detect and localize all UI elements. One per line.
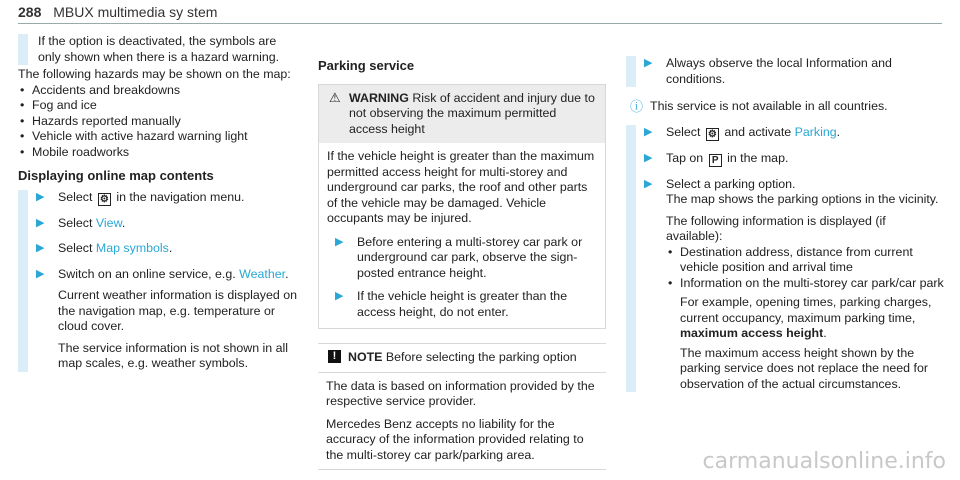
list-item: • Mobile roadworks	[18, 145, 302, 161]
view-link[interactable]: View	[95, 215, 122, 230]
step-arrow-icon: ▶	[36, 267, 45, 280]
step-select-parking-option: ▶ Select a parking option. The map shows the parking options in the vicinity. The following information is displayed (if available): • Destination address, distance from current vehicle position and arrival time • Information on the multi-storey car park/car park For example, opening times, parking charges, current occupancy, maximum parking time, maximum access height. The maximum access height shown by the parking service does not replace the need for observation of the actual circumstances.	[636, 177, 944, 393]
warning-header: ⚠ WARNING Risk of accident and injury due to not observing the maximum permitted access height	[319, 85, 605, 144]
map-symbols-link[interactable]: Map symbols	[95, 241, 169, 255]
note-box	[318, 343, 606, 470]
column-1	[18, 34, 302, 372]
hazards-intro: The following hazards may be shown on the map:	[18, 67, 291, 81]
step-arrow-icon: ▶	[335, 290, 344, 302]
step-select-map-symbols: ▶ Select Map symbols.	[36, 241, 173, 255]
list-item: • Vehicle with active hazard warning light	[18, 129, 302, 145]
gear-icon: ⚙	[706, 128, 719, 141]
watermark: carmanualsonline.info	[702, 449, 946, 474]
page-title: MBUX multimedia sy stem	[53, 4, 218, 20]
warning-step: ▶ If the vehicle height is greater than the access height, do not enter.	[335, 289, 568, 319]
list-item: • Hazards reported manually	[18, 114, 302, 130]
weather-link[interactable]: Weather	[239, 266, 286, 281]
step-arrow-icon: ▶	[644, 125, 653, 138]
header-rule	[18, 23, 942, 24]
list-item: • Accidents and breakdowns	[18, 83, 302, 99]
step-select-view: ▶ Select View.	[36, 215, 126, 230]
step-arrow-icon: ▶	[644, 57, 653, 69]
step-detail: Current weather information is displayed on the navigation map, e.g. temperature or cloud cover.	[58, 288, 297, 333]
section-title-parking: Parking service	[318, 58, 415, 73]
warning-label: WARNING	[349, 90, 409, 105]
info-icon: ⓘ	[630, 99, 644, 114]
step-tap-parking-icon: ▶ Tap on P in the map.	[644, 150, 789, 166]
list-item: • Information on the multi-storey car park/car park For example, opening times, parking charges, current occupancy, maximum parking time, maximum access height. The maximum access height shown by the parking service does not replace the need for observation of the actual circumstances.	[666, 276, 944, 393]
page-number: 288	[18, 4, 42, 20]
parking-link[interactable]: Parking	[794, 124, 837, 139]
page-header	[18, 4, 217, 20]
column-2	[318, 34, 606, 470]
note-body: The data is based on information provided by the respective service provider. Mercedes Benz accepts no liability for the accuracy of the information provided relating to the multi-storey car park/parking area.	[326, 378, 595, 462]
step-arrow-icon: ▶	[36, 216, 45, 229]
step-observe-local: ▶ Always observe the local Information and conditions.	[644, 56, 892, 86]
step-arrow-icon: ▶	[36, 190, 45, 203]
list-item: • Fog and ice	[18, 98, 302, 114]
step-activate-parking: ▶ Select ⚙ and activate Parking.	[644, 124, 841, 140]
warning-triangle-icon: ⚠	[329, 89, 341, 105]
warning-body: If the vehicle height is greater than the maximum permitted access height for multi-storey and underground car parks, the roof and other parts of the vehicle may be damaged. Vehicle occupants may be injured. ▶ Before entering a multi-storey car park or underground car park, observe the sign-posted entrance height. ▶ If the vehicle height is greater than the access height, do not enter.	[319, 143, 605, 328]
step-switch-online-service: ▶ Switch on an online service, e.g. Weather. Current weather information is displayed on the navigation map, e.g. temperature or cloud cover. The service information is not shown in all map scales, e.g. weather symbols.	[28, 267, 302, 372]
step-arrow-icon: ▶	[335, 235, 344, 248]
intro-text: If the option is deactivated, the symbols are only shown when there is a hazard warning.	[18, 34, 302, 65]
hazard-list	[18, 83, 302, 161]
step-arrow-icon: ▶	[36, 242, 45, 254]
list-item: • Destination address, distance from current vehicle position and arrival time	[666, 245, 944, 276]
warning-box	[318, 84, 606, 330]
section-title-online-map: Displaying online map contents	[18, 168, 214, 183]
step-select-settings: ▶ Select ⚙ in the navigation menu.	[36, 189, 245, 205]
step-arrow-icon: ▶	[644, 177, 653, 190]
column-3	[626, 34, 944, 392]
info-note: ⓘ This service is not available in all countries.	[630, 99, 888, 114]
note-header: ! NOTE Before selecting the parking option	[318, 344, 606, 373]
gear-icon: ⚙	[98, 193, 111, 206]
warning-step: ▶ Before entering a multi-storey car park or underground car park, observe the sign-posted entrance height.	[335, 234, 583, 280]
parking-icon: P	[709, 154, 722, 167]
note-label: NOTE	[348, 350, 383, 364]
step-detail: The service information is not shown in all map scales, e.g. weather symbols.	[58, 340, 289, 370]
step-arrow-icon: ▶	[644, 151, 653, 164]
exclamation-icon: !	[328, 350, 341, 363]
